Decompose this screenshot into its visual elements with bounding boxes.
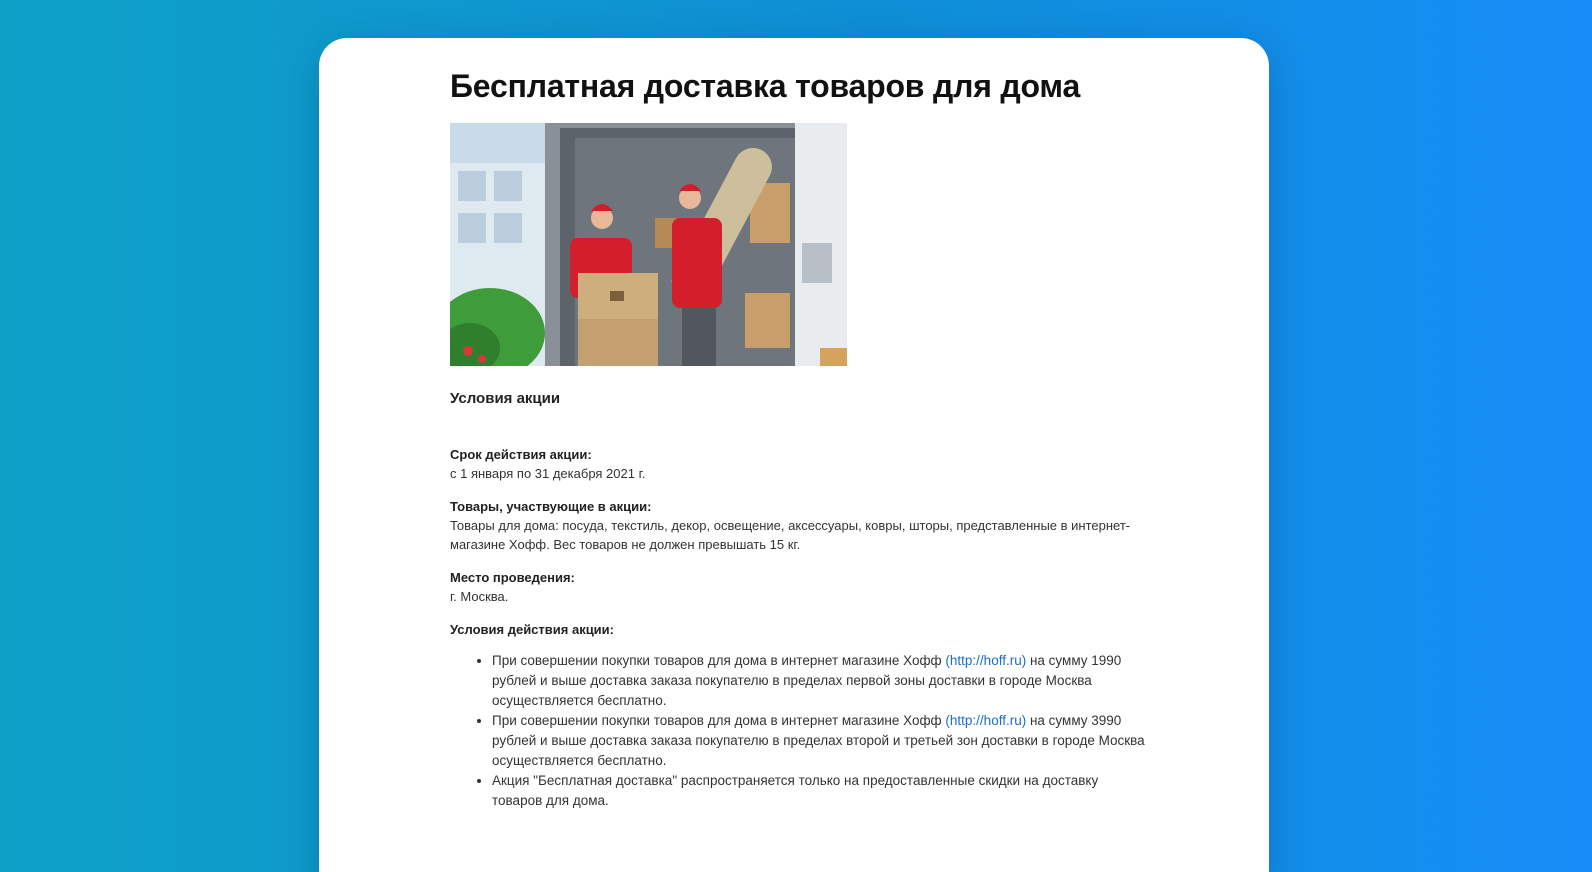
delivery-photo-illustration <box>450 123 847 366</box>
hoff-link[interactable]: (http://hoff.ru) <box>945 653 1027 668</box>
bullet-text: Акция "Бесплатная доставка" распространяется только на предоставленные скидки на доставку товаров для дома. <box>492 773 1099 808</box>
spacer <box>450 407 1150 431</box>
page-title: Бесплатная доставка товаров для дома <box>450 68 1081 104</box>
conditions-list <box>450 651 1150 811</box>
bullet-text: на сумму 1990 рублей и выше доставка заказа покупателю в пределах первой зоны доставки в городе Москва осуществляется бесплатно. <box>492 653 1122 708</box>
place-label: Место проведения: <box>450 570 575 585</box>
delivery-photo <box>450 123 847 366</box>
period-label: Срок действия акции: <box>450 447 592 462</box>
bullet-text: При совершении покупки товаров для дома в интернет магазине Хофф <box>492 653 946 668</box>
article-content <box>450 68 1150 811</box>
goods-block <box>450 497 1150 554</box>
goods-value: Товары для дома: посуда, текстиль, декор, освещение, аксессуары, ковры, шторы, представленные в интернет-магазине Хофф. Вес товаров не должен превышать 15 кг. <box>450 518 1131 552</box>
place-block <box>450 568 1150 606</box>
goods-label: Товары, участвующие в акции: <box>450 499 652 514</box>
conditions-label: Условия действия акции: <box>450 622 614 637</box>
bullet-text: При совершении покупки товаров для дома в интернет магазине Хофф <box>492 713 946 728</box>
hoff-link[interactable]: (http://hoff.ru) <box>945 713 1027 728</box>
article-card <box>319 38 1269 872</box>
conditions-heading: Условия акции <box>450 390 561 407</box>
list-item <box>492 711 1150 771</box>
bullet-text: на сумму 3990 рублей и выше доставка заказа покупателю в пределах второй и третьей зон доставки в городе Москва осуществляется бесплатно. <box>492 713 1145 768</box>
list-item <box>492 651 1150 711</box>
place-value: г. Москва. <box>450 589 509 604</box>
period-value: с 1 января по 31 декабря 2021 г. <box>450 466 646 481</box>
period-block <box>450 445 1150 483</box>
list-item <box>492 771 1150 811</box>
conditions-block <box>450 620 1150 639</box>
